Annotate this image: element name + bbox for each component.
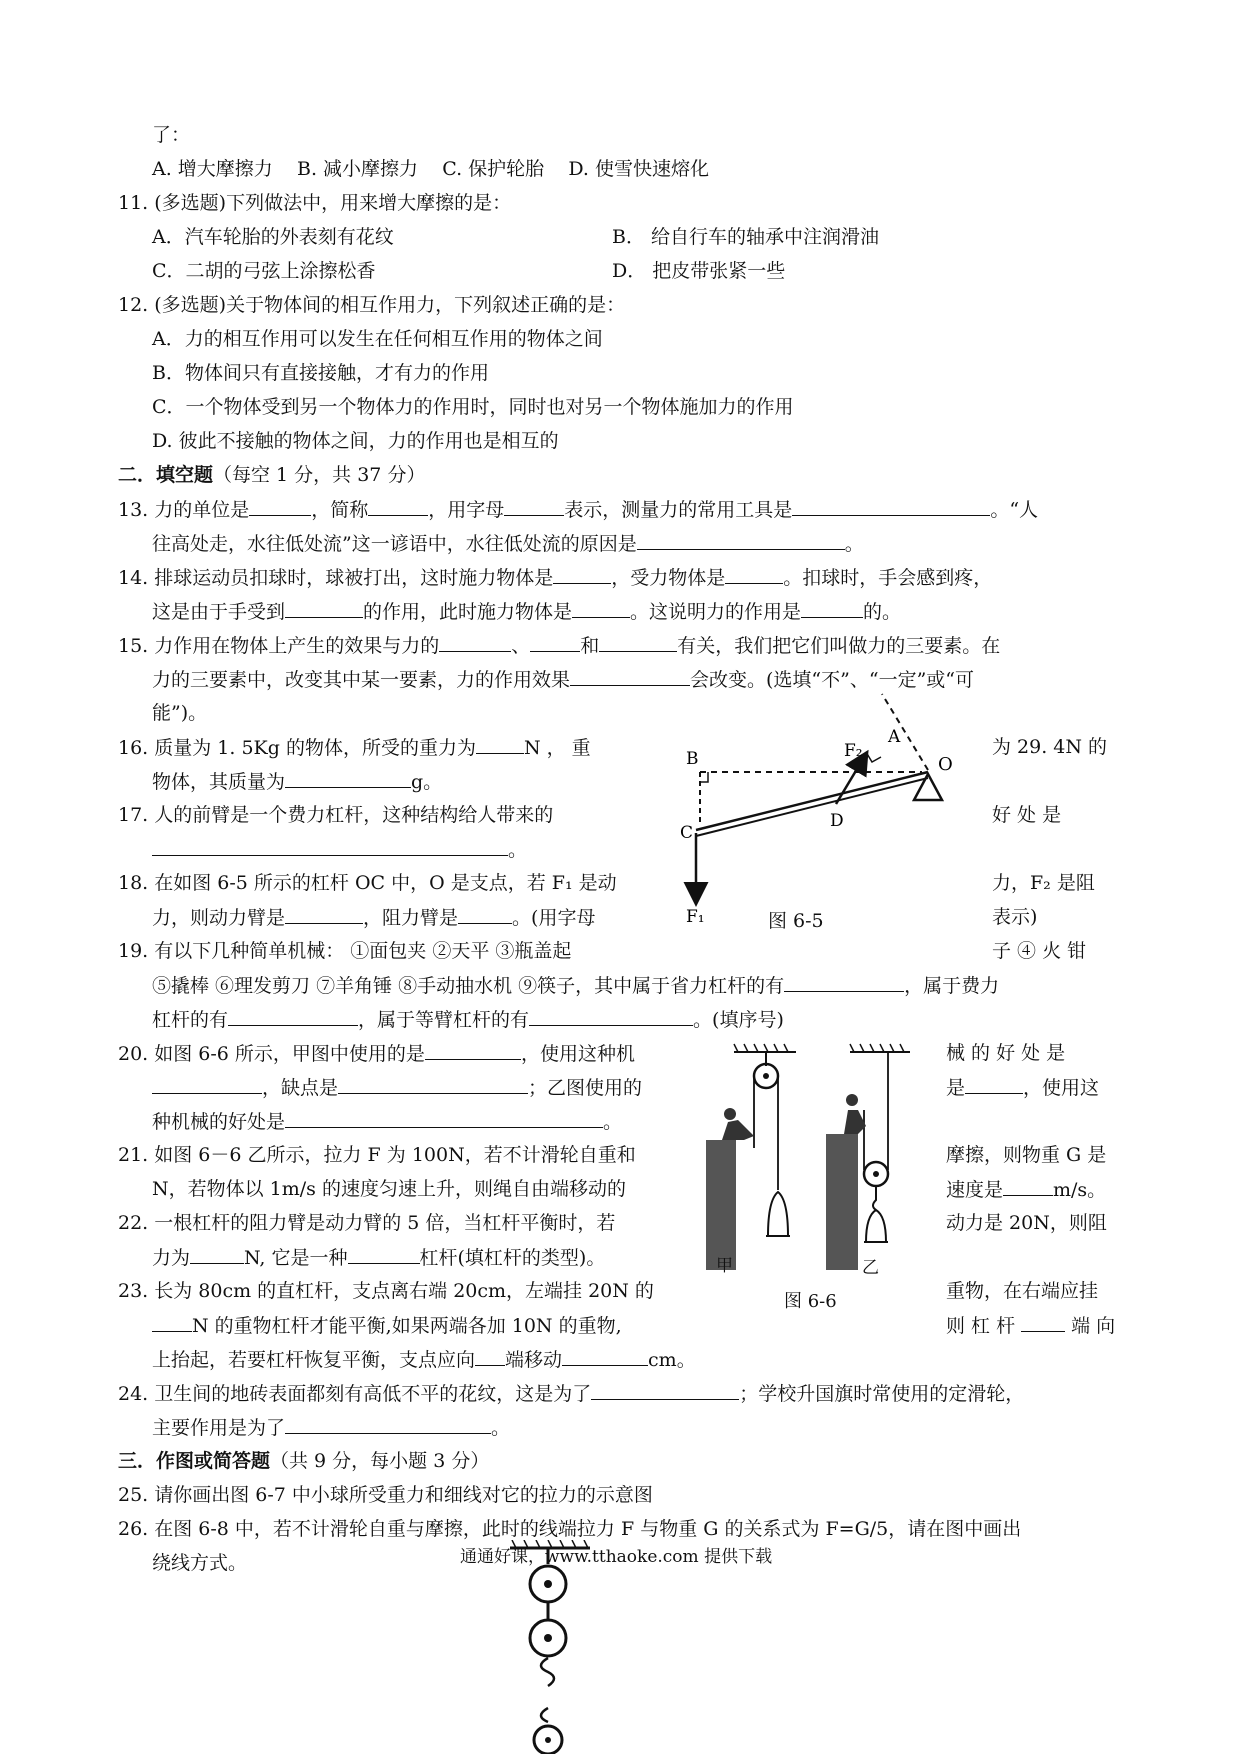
right-angle-mark-b (700, 772, 708, 782)
footer: 通通好课，www.tthaoke.com 提供下载 (460, 1547, 773, 1567)
lever-bar (696, 772, 928, 830)
blank[interactable] (152, 1075, 262, 1094)
section2-title: 二．填空题 (118, 464, 214, 486)
blank[interactable] (228, 1007, 358, 1026)
q19-line1: 19. 有以下几种简单机械： ①面包夹 ②天平 ③瓶盖起 (118, 940, 572, 962)
q26-line1: 26. 在图 6-8 中，若不计滑轮自重与摩擦，此时的线端拉力 F 与物重 G 的关系式为 F=G/5，请在图中画出 (118, 1518, 1022, 1540)
q21-right2 (946, 1177, 1106, 1202)
q17-text: 。 (508, 839, 528, 861)
q22-text: 力为 (152, 1247, 191, 1269)
label-f1: F₁ (686, 907, 705, 927)
q19-text: 杠杆的有 (152, 1009, 229, 1031)
q14-text: ，受力物体是 (611, 567, 726, 589)
q18-text: 。(用字母 (512, 907, 596, 929)
person (724, 1108, 736, 1120)
load (866, 1210, 886, 1242)
q13-text: 13. 力的单位是 (118, 499, 250, 521)
figure-6-5 (660, 690, 960, 930)
blank[interactable] (152, 837, 508, 856)
lever-bar (696, 778, 928, 836)
q20-right2 (946, 1075, 1099, 1100)
blank[interactable] (591, 1381, 739, 1400)
q24-text: ；学校升国旗时常使用的定滑轮， (739, 1383, 1025, 1405)
blank[interactable] (285, 1415, 491, 1434)
q26-line2: 绕线方式。 (152, 1552, 248, 1574)
q16-text: 物体，其质量为 (152, 771, 286, 793)
q17-line1: 17. 人的前臂是一个费力杠杆，这种结构给人带来的 (118, 804, 554, 826)
pedestal (826, 1134, 858, 1270)
q15-text: 15. 力作用在物体上产生的效果与力的 (118, 635, 440, 657)
blank[interactable] (553, 565, 611, 584)
q10-option-a: A. 增大摩擦力 (152, 158, 273, 180)
person (722, 1120, 754, 1140)
pivot-triangle (914, 774, 942, 800)
q23-text: 上抬起，若要杠杆恢复平衡，支点应向 (152, 1349, 476, 1371)
hook (873, 1186, 876, 1210)
q19-text: 。(填序号) (693, 1009, 784, 1031)
q24-text: 24. 卫生间的地砖表面都刻有高低不平的花纹，这是为了 (118, 1383, 592, 1405)
q23-right: 重物，在右端应挂 (946, 1280, 1099, 1302)
blank[interactable] (338, 1075, 528, 1094)
q20-text: 种机械的好处是 (152, 1111, 286, 1133)
blank[interactable] (249, 497, 311, 516)
blank[interactable] (285, 769, 411, 788)
blank[interactable] (725, 565, 783, 584)
label-f2: F₂ (844, 741, 863, 761)
figure-6-5-caption: 图 6-5 (768, 910, 824, 932)
figure-6-6-caption: 图 6-6 (784, 1291, 837, 1312)
q20-text: ；乙图使用的 (528, 1077, 643, 1099)
q13-text: 。 (844, 533, 864, 555)
q15-text: 、 (511, 635, 531, 657)
q14-line2 (152, 599, 901, 624)
blank[interactable] (570, 667, 690, 686)
q10-option-b: B. 减小摩擦力 (296, 158, 419, 180)
section2-heading (118, 463, 425, 487)
q14-text: 这是由于手受到 (152, 601, 286, 623)
q16-line1 (118, 735, 591, 760)
q16-right: 为 29. 4N 的 (992, 736, 1108, 758)
q15-text: 和 (580, 635, 600, 657)
q24-line1 (118, 1381, 1024, 1406)
q16-line2 (152, 769, 442, 794)
blank[interactable] (572, 599, 630, 618)
ceiling-hatch (734, 1044, 788, 1052)
blank[interactable] (784, 973, 904, 992)
q17-right: 好 处 是 (992, 804, 1062, 826)
q15-line3: 能”)。 (152, 702, 208, 724)
q20-text: ，缺点是 (262, 1077, 339, 1099)
q13-text: 表示，测量力的常用工具是 (564, 499, 793, 521)
q12-option-c: C．一个物体受到另一个物体力的作用时，同时也对另一个物体施加力的作用 (152, 396, 794, 418)
blank[interactable] (1003, 1177, 1053, 1196)
label-b: B (686, 749, 699, 769)
q13-text: 。“人 (990, 499, 1039, 521)
q21-line2: N，若物体以 1m/s 的速度匀速上升，则绳自由端移动的 (152, 1178, 626, 1200)
blank[interactable] (439, 633, 511, 652)
person (844, 1110, 866, 1134)
q15-line2 (152, 667, 974, 692)
blank[interactable] (504, 497, 564, 516)
pulley-axle (873, 1171, 879, 1177)
q14-text: 14. 排球运动员扣球时，球被打出，这时施力物体是 (118, 567, 554, 589)
figure-6-6-right-label: 乙 (862, 1258, 879, 1278)
figure-6-6-left-label: 甲 (716, 1256, 733, 1276)
q23-line2 (152, 1313, 622, 1338)
q21-right: 摩擦，则物重 G 是 (946, 1144, 1107, 1166)
q19-line3 (152, 1007, 784, 1032)
label-d: D (830, 811, 844, 831)
blank[interactable] (1021, 1313, 1065, 1332)
person (846, 1094, 858, 1106)
blank[interactable] (965, 1075, 1023, 1094)
q23-text: 则 杠 杆 (946, 1315, 1016, 1337)
q21-line1: 21. 如图 6－6 乙所示，拉力 F 为 100N，若不计滑轮自重和 (118, 1144, 636, 1166)
q13-text: ，用字母 (428, 499, 505, 521)
blank[interactable] (190, 1245, 244, 1264)
q20-line3 (152, 1109, 622, 1134)
q22-line2 (152, 1245, 605, 1270)
blank[interactable] (152, 1313, 192, 1332)
q12-option-a: A．力的相互作用可以发生在任何相互作用的物体之间 (152, 328, 603, 350)
hook (541, 1658, 554, 1686)
blank[interactable] (425, 1041, 521, 1060)
q24-line2 (152, 1415, 510, 1440)
blank[interactable] (637, 531, 845, 550)
blank[interactable] (530, 633, 580, 652)
pulley-axle (544, 1580, 552, 1588)
blank[interactable] (562, 1347, 648, 1366)
q11-option-c: C．二胡的弓弦上涂擦松香 (152, 260, 376, 282)
section3-heading (118, 1449, 489, 1473)
q23-text: 端 向 (1071, 1315, 1116, 1337)
q13-line2 (152, 531, 864, 556)
blank[interactable] (529, 1007, 693, 1026)
q20-text: 是 (946, 1077, 966, 1099)
q19-text: ，属于等臂杠杆的有 (358, 1009, 530, 1031)
q10-options (152, 157, 709, 181)
blank[interactable] (801, 599, 863, 618)
q18-line2 (152, 905, 595, 930)
q13-text: ，简称 (311, 499, 369, 521)
blank[interactable] (285, 1109, 603, 1128)
q14-text: 。这说明力的作用是 (630, 601, 802, 623)
q21-text: 速度是 (946, 1179, 1004, 1201)
q13-line1 (118, 497, 1038, 522)
q10-tail: 了： (152, 124, 191, 146)
q19-right: 子 ④ 火 钳 (992, 940, 1087, 962)
q20-text: 20. 如图 6-6 所示，甲图中使用的是 (118, 1043, 425, 1065)
q17-line2 (152, 837, 527, 862)
q22-text: N, 它是一种 (244, 1247, 348, 1269)
blank[interactable] (475, 1347, 505, 1366)
figure-6-8 (500, 1540, 600, 1754)
q24-text: 。 (491, 1417, 511, 1439)
q18-right: 力，F₂ 是阻 (992, 872, 1095, 894)
blank[interactable] (792, 497, 990, 516)
q14-text: 的。 (863, 601, 902, 623)
q16-text: N ， 重 (523, 737, 591, 759)
q11-stem: 11. (多选题)下列做法中，用来增大摩擦的是： (118, 192, 512, 214)
figure-6-6 (700, 1040, 936, 1280)
q19-text: ⑤撬棒 ⑥理发剪刀 ⑦羊角锤 ⑧手动抽水机 ⑨筷子，其中属于省力杠杆的有 (152, 975, 785, 997)
q15-text: 会改变。(选填“不”、“一定”或“可 (690, 669, 974, 691)
label-a: A (888, 727, 901, 747)
q10-option-d: D. 使雪快速熔化 (568, 158, 709, 180)
q14-text: 。扣球时，手会感到疼， (783, 567, 993, 589)
load (768, 1192, 788, 1236)
q11-option-d: D． 把皮带张紧一些 (612, 260, 786, 282)
q23-line3 (152, 1347, 696, 1372)
pulley-axle (544, 1634, 552, 1642)
q20-text: 。 (603, 1111, 623, 1133)
q16-text: g。 (411, 771, 443, 793)
q23-text: N 的重物杠杆才能平衡,如果两端各加 10N 的重物, (192, 1315, 622, 1337)
q14-text: 的作用，此时施力物体是 (363, 601, 573, 623)
q20-text: ，使用这种机 (520, 1043, 635, 1065)
q12-option-b: B．物体间只有直接接触，才有力的作用 (152, 362, 489, 384)
right-angle-mark-a (866, 752, 881, 762)
q23-right2 (946, 1313, 1115, 1338)
pedestal (706, 1140, 736, 1270)
q18-right2: 表示) (992, 906, 1038, 928)
blank[interactable] (599, 633, 677, 652)
q11-option-b: B． 给自行车的轴承中注润滑油 (612, 226, 880, 248)
q23-line1: 23. 长为 80cm 的直杠杆，支点离右端 20cm，左端挂 20N 的 (118, 1280, 654, 1302)
q23-text: 端移动 (505, 1349, 563, 1371)
q15-text: 力的三要素中，改变其中某一要素，力的作用效果 (152, 669, 571, 691)
q12-option-d: D. 彼此不接触的物体之间，力的作用也是相互的 (152, 430, 559, 452)
blank[interactable] (458, 905, 512, 924)
hook (541, 1708, 548, 1722)
q22-text: 杠杆(填杠杆的类型)。 (419, 1247, 606, 1269)
section2-note: （每空 1 分，共 37 分） (213, 464, 426, 486)
q10-option-c: C. 保护轮胎 (442, 158, 545, 180)
blank[interactable] (368, 497, 428, 516)
q19-text: ，属于费力 (904, 975, 1000, 997)
blank[interactable] (476, 735, 524, 754)
blank[interactable] (285, 599, 363, 618)
q20-right: 械 的 好 处 是 (946, 1042, 1066, 1064)
pulley-axle (763, 1073, 769, 1079)
q18-line1: 18. 在如图 6-5 所示的杠杆 OC 中，O 是支点，若 F₁ 是动 (118, 872, 617, 894)
q24-text: 主要作用是为了 (152, 1417, 286, 1439)
q18-text: ，阻力臂是 (363, 907, 459, 929)
q15-line1 (118, 633, 1000, 658)
q18-text: 力，则动力臂是 (152, 907, 286, 929)
pulley-axle (545, 1737, 551, 1743)
q25-text: 25. 请你画出图 6-7 中小球所受重力和细线对它的拉力的示意图 (118, 1484, 653, 1506)
section3-title: 三．作图或简答题 (118, 1450, 271, 1472)
blank[interactable] (285, 905, 363, 924)
q20-text: ，使用这 (1023, 1077, 1100, 1099)
ceiling-hatch (850, 1044, 904, 1052)
q15-text: 有关，我们把它们叫做力的三要素。在 (677, 635, 1001, 657)
q23-text: cm。 (648, 1349, 696, 1371)
q14-line1 (118, 565, 992, 590)
q21-text: m/s。 (1053, 1179, 1107, 1201)
label-o: O (938, 754, 953, 775)
q22-line1: 22. 一根杠杆的阻力臂是动力臂的 5 倍，当杠杆平衡时，若 (118, 1212, 616, 1234)
label-c: C (680, 823, 694, 843)
q16-text: 16. 质量为 1. 5Kg 的物体，所受的重力为 (118, 737, 476, 759)
q11-option-a: A．汽车轮胎的外表刻有花纹 (152, 226, 394, 248)
q20-line1 (118, 1041, 635, 1066)
section3-note: （共 9 分，每小题 3 分） (270, 1450, 490, 1472)
q22-right: 动力是 20N，则阻 (946, 1212, 1107, 1234)
q12-stem: 12. (多选题)关于物体间的相互作用力，下列叙述正确的是： (118, 294, 626, 316)
q20-line2 (152, 1075, 642, 1100)
q13-text: 往高处走，水往低处流”这一谚语中，水往低处流的原因是 (152, 533, 637, 555)
blank[interactable] (348, 1245, 420, 1264)
q19-line2 (152, 973, 999, 998)
